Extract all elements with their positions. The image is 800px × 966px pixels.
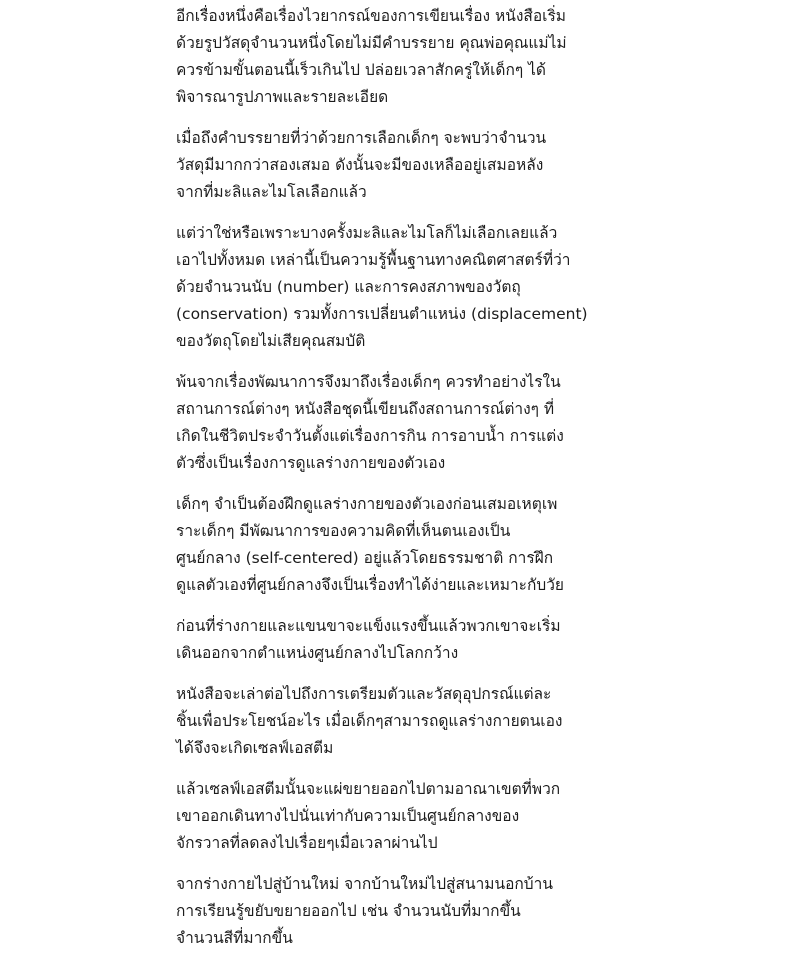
text-line: สถานการณ์ต่างๆ หนังสือชุดนี้เขียนถึงสถานการณ์ต่างๆ ที่ [176,400,555,418]
text-line: ควรข้ามขั้นตอนนี้เร็วเกินไป ปล่อยเวลาสักครู่ให้เด็กๆ ได้ [176,61,546,79]
text-line: ราะเด็กๆ มีพัฒนาการของความคิดที่เห็นตนเองเป็น [176,522,511,540]
paragraph-8 [176,776,636,857]
text-line: เมื่อถึงคำบรรยายที่ว่าด้วยการเลือกเด็กๆ จะพบว่าจำนวน [176,129,547,147]
text-line: (conservation) รวมทั้งการเปลี่ยนตำแหน่ง (displacement) [176,305,588,323]
body-text-column [176,0,636,966]
text-line: ได้จึงจะเกิดเซลฟ์เอสตีม [176,739,334,757]
text-line: เกิดในชีวิตประจำวันตั้งแต่เรื่องการกิน การอาบน้ำ การแต่ง [176,427,564,445]
paragraph-7 [176,681,636,762]
text-line: จากที่มะลิและไมโลเลือกแล้ว [176,183,367,201]
text-line: ก่อนที่ร่างกายและแขนขาจะแข็งแรงขึ้นแล้วพวกเขาจะเริ่ม [176,617,561,635]
paragraph-4 [176,369,636,477]
text-line: ของวัตถุโดยไม่เสียคุณสมบัติ [176,332,366,350]
text-line: หนังสือจะเล่าต่อไปถึงการเตรียมตัวและวัสดุอุปกรณ์แต่ละ [176,685,552,703]
text-line: แต่ว่าใช่หรือเพราะบางครั้งมะลิและไมโลก็ไม่เลือกเลยแล้ว [176,224,558,242]
text-line: การเรียนรู้ขยับขยายออกไป เช่น จำนวนนับที่มากขึ้น [176,902,521,920]
text-line: อีกเรื่องหนึ่งคือเรื่องไวยากรณ์ของการเขียนเรื่อง หนังสือเริ่ม [176,7,567,25]
paragraph-9 [176,871,636,952]
text-line: พิจารณารูปภาพและรายละเอียด [176,88,389,106]
text-line: ดูแลตัวเองที่ศูนย์กลางจึงเป็นเรื่องทำได้ง่ายและเหมาะกับวัย [176,576,564,594]
paragraph-6 [176,613,636,667]
text-line: เอาไปทั้งหมด เหล่านี้เป็นความรู้พื้นฐานทางคณิตศาสตร์ที่ว่า [176,251,571,269]
text-line: พ้นจากเรื่องพัฒนาการจึงมาถึงเรื่องเด็กๆ ควรทำอย่างไรใน [176,373,561,391]
text-line: แล้วเซลฟ์เอสตีมนั้นจะแผ่ขยายออกไปตามอาณาเขตที่พวก [176,780,561,798]
paragraph-1 [176,3,636,111]
paragraph-3 [176,220,636,355]
text-line: ศูนย์กลาง (self-centered) อยู่แล้วโดยธรรมชาติ การฝึก [176,549,554,567]
text-line: จำนวนสีที่มากขึ้น [176,929,293,947]
text-line: ด้วยจำนวนนับ (number) และการคงสภาพของวัตถุ [176,278,521,296]
text-line: ชิ้นเพื่อประโยชน์อะไร เมื่อเด็กๆสามารถดูแลร่างกายตนเอง [176,712,563,730]
text-line: เด็กๆ จำเป็นต้องฝึกดูแลร่างกายของตัวเองก่อนเสมอเหตุเพ [176,495,558,513]
text-line: วัสดุมีมากกว่าสองเสมอ ดังนั้นจะมีของเหลืออยู่เสมอหลัง [176,156,544,174]
paragraph-2 [176,125,636,206]
text-line: จากร่างกายไปสู่บ้านใหม่ จากบ้านใหม่ไปสู่สนามนอกบ้าน [176,875,553,893]
text-line: ตัวซึ่งเป็นเรื่องการดูแลร่างกายของตัวเอง [176,454,446,472]
text-line: เดินออกจากตำแหน่งศูนย์กลางไปโลกกว้าง [176,644,459,662]
text-line: จักรวาลที่ลดลงไปเรื่อยๆเมื่อเวลาผ่านไป [176,834,438,852]
text-line: เขาออกเดินทางไปนั่นเท่ากับความเป็นศูนย์กลางของ [176,807,520,825]
paragraph-5 [176,491,636,599]
text-line: ด้วยรูปวัสดุจำนวนหนึ่งโดยไม่มีคำบรรยาย คุณพ่อคุณแม่ไม่ [176,34,567,52]
